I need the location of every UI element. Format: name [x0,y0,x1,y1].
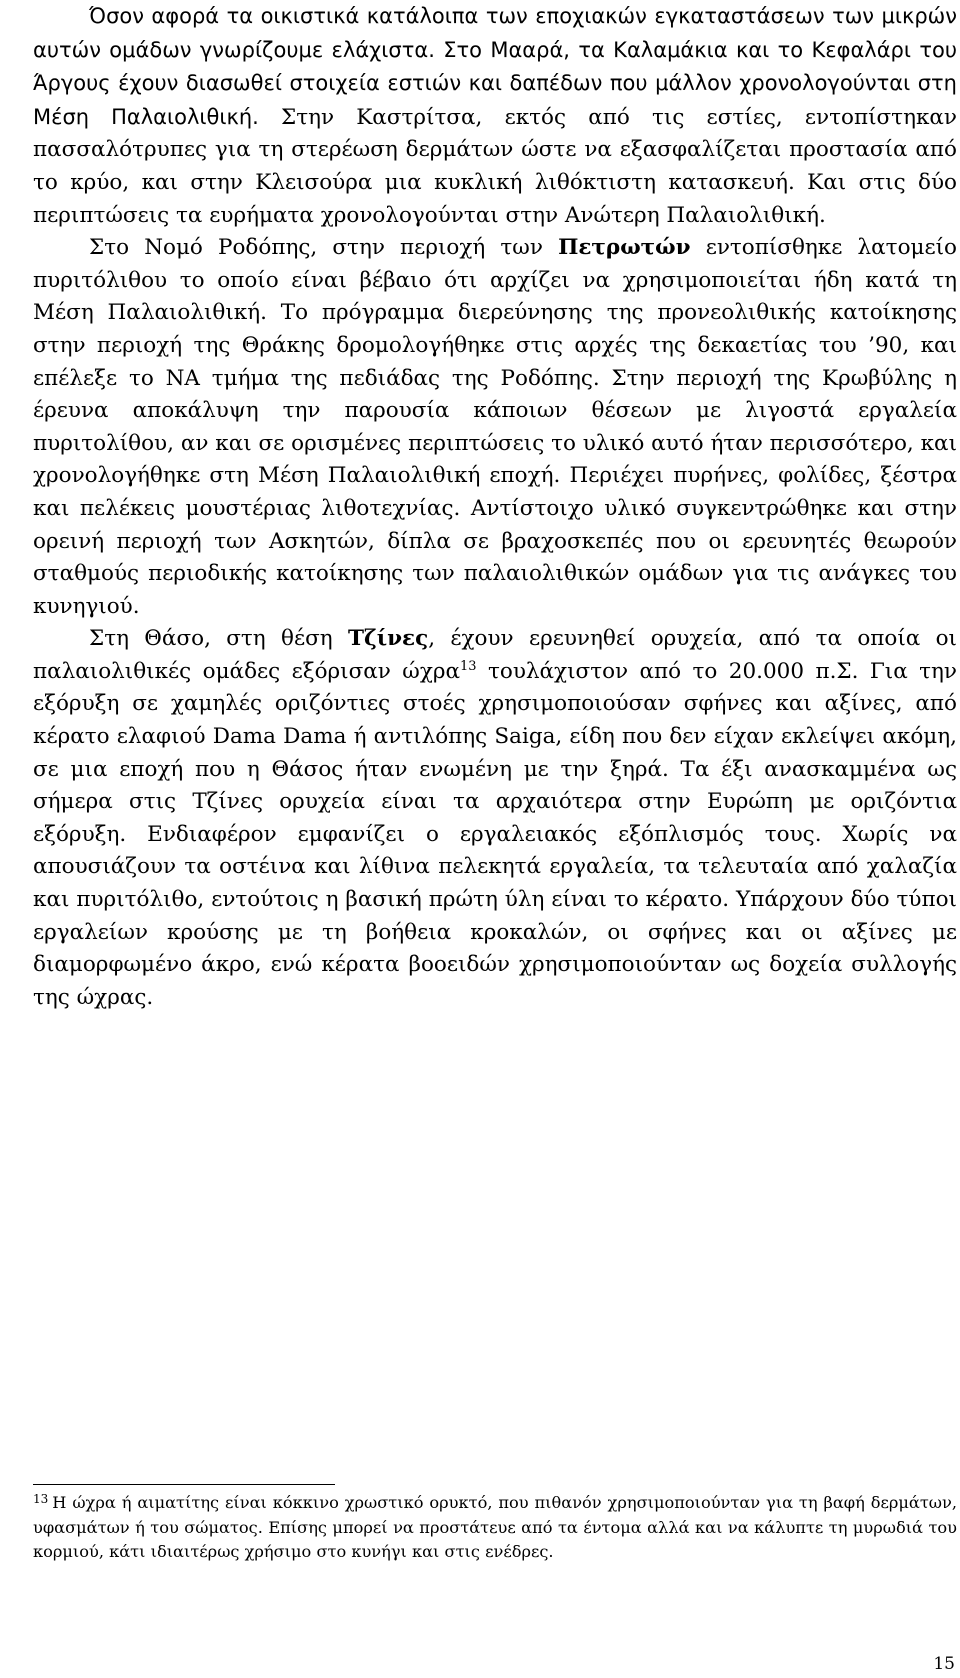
paragraph-3-bold-term: Τζίνες [347,626,429,652]
paragraph-2 [33,232,957,623]
paragraph-2-before: Στο Νομό Ροδόπης, στην περιοχή των [89,235,559,261]
body-text [33,0,957,1014]
paragraph-3-before: Στη Θάσο, στη θέση [89,626,348,652]
paragraph-3 [33,623,957,1014]
paragraph-1 [33,0,957,232]
paragraph-3-after: τουλάχιστον από το 20.000 π.Σ. Για την εξόρυξη σε χαμηλές οριζόντιες στοές χρησιμοποιούσαν σφήνες και αξίνες, από κέρατο ελαφιού Dama Dama ή αντιλόπης Saiga, είδη που δεν είχαν εκλείψει ακόμη, σε μια εποχή που η Θάσος ήταν ενωμένη με την ξηρά. Τα έξι ανασκαμμένα ως σήμερα στις Τζίνες ορυχεία είναι τα αρχαιότερα στην Ευρώπη με οριζόντια εξόρυξη. Ενδιαφέρον εμφανίζει ο εργαλειακός εξόπλισμός τους. Χωρίς να απουσιάζουν τα οστέινα και λίθινα πελεκητά εργαλεία, τα τελευταία από χαλαζία και πυριτόλιθο, εντούτοις η βασική πρώτη ύλη είναι το κέρατο. Υπάρχουν δύο τύποι εργαλείων κρούσης με τη βοήθεια κροκαλών, οι σφήνες και οι αξίνες με διαμορφωμένο άκρο, ενώ κέρατα βοοειδών χρησιμοποιούνταν ως δοχεία συλλογής της ώχρας. [33,658,957,1010]
footnote-text: Η ώχρα ή αιματίτης είναι κόκκινο χρωστικό ορυκτό, που πιθανόν χρησιμοποιούνταν για τη βαφή δερμάτων, υφασμάτων ή του σώματος. Επίσης μπορεί να προστάτευε από τα έντομα αλλά και να κάλυπτε τη μυρωδιά του κορμιού, κάτι ιδιαιτέρως χρήσιμο στο κυνήγι και στις ενέδρες. [33,1493,957,1562]
paragraph-1-opening: Όσον αφορά τα οικιστικά κατάλοιπα των εποχιακών εγκαταστάσεων των μικρών αυτών ομάδων γνωρίζουμε ελάχιστα. Στο Μααρά, τα Καλαμάκια και το Κεφαλάρι του Άργους έχουν διασωθεί στοιχεία εστιών και δαπέδων που μάλλον χρονολογούνται στη Μέση Παλαιολιθική. [33,4,957,129]
footnote-reference[interactable]: 13 [460,658,477,674]
paragraph-2-after: εντοπίσθηκε λατομείο πυριτόλιθου το οποίο είναι βέβαιο ότι αρχίζει να χρησιμοποιείται ήδη κατά τη Μέση Παλαιολιθική. Το πρόγραμμα διερεύνησης της προνεολιθικής κατοίκησης στην περιοχή της Θράκης δρομολογήθηκε στις αρχές της δεκαετίας του ’90, και επέλεξε το ΝΑ τμήμα της πεδιάδας της Ροδόπης. Στην περιοχή της Κρωβύλης η έρευνα αποκάλυψη την παρουσία κάποιων θέσεων με λιγοστά εργαλεία πυριτολίθου, αν και σε ορισμένες περιπτώσεις το υλικό αυτό ήταν περισσότερο, και χρονολογήθηκε στη Μέση Παλαιολιθική εποχή. Περιέχει πυρήνες, φολίδες, ξέστρα και πελέκεις μουστέριας λιθοτεχνίας. Αντίστοιχο υλικό συγκεντρώθηκε και στην ορεινή περιοχή των Ασκητών, δίπλα σε βραχοσκεπές που οι ερευνητές θεωρούν σταθμούς περιοδικής κατοίκησης των παλαιολιθικών ομάδων για τις ανάγκες του κυνηγιού. [33,235,957,619]
footnote-separator [33,1484,335,1485]
footnote-number: 13 [33,1492,49,1506]
paragraph-3-mid: , έχουν ερευνηθεί ορυχεία, από τα οποία οι παλαιολιθικές ομάδες εξόρισαν ώχρα [33,626,957,684]
footnote [33,1491,957,1565]
paragraph-1-continuation: Στην Καστρίτσα, εκτός από τις εστίες, εντοπίστηκαν πασσαλότρυπες για τη στερέωση δερμάτων ώστε να εξασφαλίζεται προστασία από το κρύο, και στην Κλεισούρα μια κυκλική λιθόκτιστη κατασκευή. Και στις δύο περιπτώσεις τα ευρήματα χρονολογούνται στην Ανώτερη Παλαιολιθική. [33,104,957,228]
paragraph-2-bold-term: Πετρωτών [558,235,691,261]
page-number: 15 [933,1654,955,1674]
